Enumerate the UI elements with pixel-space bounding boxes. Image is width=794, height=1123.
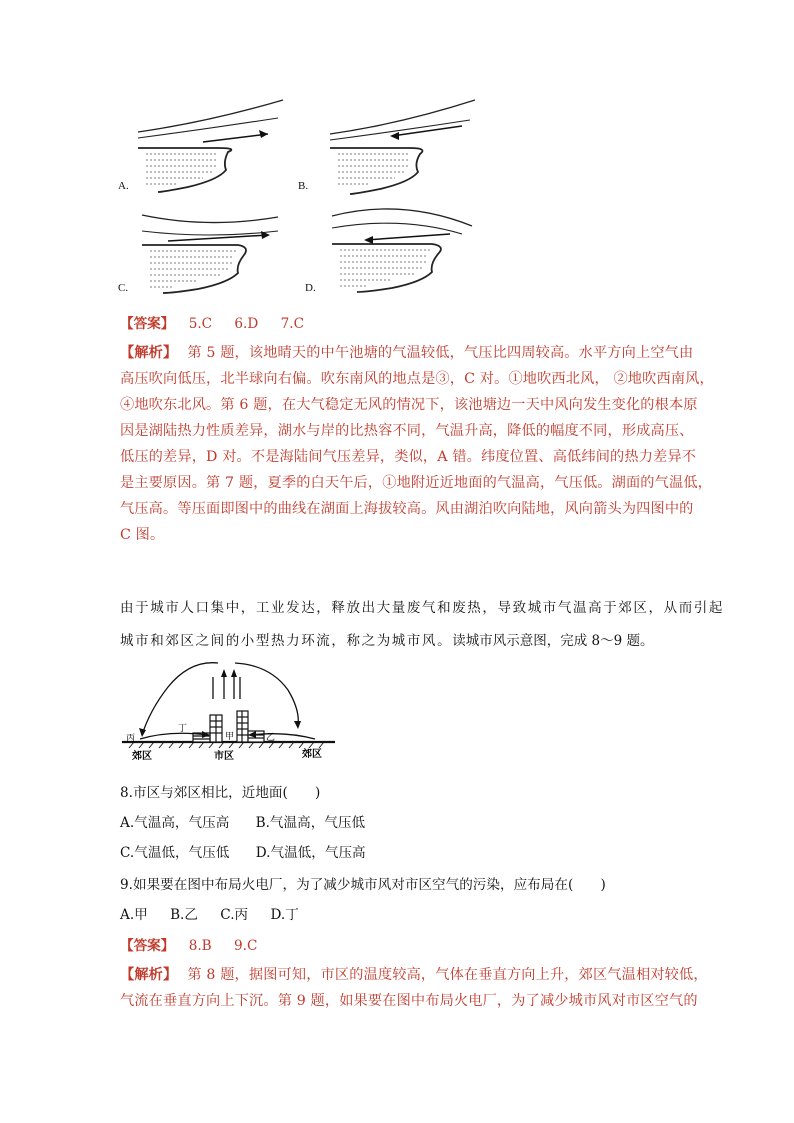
wind-arrow-right: [259, 130, 268, 138]
intro-line: 城市和郊区之间的小型热力环流，称之为城市风。: [120, 633, 453, 649]
question-9-stem: 9.如果要在图中布局火电厂，为了减少城市风对市区空气的污染，应布局在( ): [120, 877, 606, 893]
analysis-tag: 【解析】: [120, 345, 178, 361]
q9-option-b: B.乙: [170, 907, 198, 923]
label-ding: 丁: [178, 724, 188, 734]
answer-tag: 【答案】: [120, 316, 175, 332]
analysis-block-2: [120, 962, 708, 1014]
q8-option-a: A.气温高，气压高: [120, 815, 230, 831]
analysis-line: 高压吹向低压，北半球向右偏。吹东南风的地点是③，C 对。①地吹西北风， ②地吹西南风，: [120, 371, 714, 387]
analysis-line: 气压高。等压面即图中的曲线在湖面上海拔较高。风由湖泊吹向陆地，风向箭头为四图中的: [120, 501, 694, 517]
city-wind-diagram: [120, 655, 340, 765]
answer-item: 6.D: [234, 316, 259, 332]
analysis-line: 因是湖陆热力性质差异，湖水与岸的比热容不同，气温升高，降低的幅度不同，形成高压、: [120, 423, 694, 439]
label-suburb-right: 郊区: [302, 749, 322, 760]
lake-diagram-c: [128, 205, 298, 300]
analysis-line: C 图。: [120, 527, 165, 543]
wind-arrow-left: [390, 132, 399, 140]
diagram-option-c: [128, 205, 298, 300]
label-city: 市区: [214, 751, 234, 762]
answer-tag: 【答案】: [120, 938, 175, 954]
diagram-option-a: [118, 92, 288, 202]
q9-option-c: C.丙: [220, 907, 249, 923]
option-label-b: B.: [298, 180, 309, 192]
option-label-d: D.: [305, 282, 316, 294]
answer-block-1: [120, 312, 304, 332]
analysis-line: 低压的差异，D 对。不是海陆间气压差异，类似，A 错。纬度位置、高低纬间的热力差异不: [120, 449, 697, 465]
answer-block-2: [120, 934, 257, 954]
question-8-options-row2: [120, 841, 366, 861]
answer-item: 8.B: [188, 938, 212, 954]
intro-line: 由于城市人口集中，工业发达，释放出大量废气和废热，导致城市气温高于郊区，从而引起: [120, 600, 724, 616]
analysis-tag: 【解析】: [120, 967, 178, 983]
question-8-options-row1: [120, 811, 365, 831]
q8-option-d: D.气温低，气压高: [255, 845, 366, 861]
answer-item: 5.C: [188, 316, 213, 332]
answer-item: 7.C: [280, 316, 304, 332]
option-label-c: C.: [118, 282, 129, 294]
q8-option-b: B.气温高，气压低: [255, 815, 366, 831]
q9-option-a: A.甲: [120, 907, 148, 923]
diagram-option-b: [310, 92, 480, 202]
lake-diagram-b: [310, 92, 480, 202]
q9-option-d: D.丁: [270, 907, 299, 923]
label-yi: 乙: [266, 733, 276, 743]
lake-diagram-a: [118, 92, 288, 202]
label-bing: 丙: [126, 734, 136, 744]
question-8-stem: 8.市区与郊区相比，近地面( ): [120, 785, 321, 801]
answer-item: 9.C: [234, 938, 258, 954]
q8-option-c: C.气温低，气压低: [120, 845, 230, 861]
label-suburb-left: 郊区: [132, 751, 152, 762]
label-jia: 甲: [225, 732, 235, 742]
analysis-line: ④地吹东北风。第 6 题，在大气稳定无风的情况下，该池塘边一天中风向发生变化的根本原: [120, 397, 698, 413]
intro-paragraph: [120, 592, 724, 658]
analysis-block-1: [120, 340, 714, 548]
analysis-line: 气流在垂直方向上下沉。第 9 题，如果要在图中布局火电厂，为了减少城市风对市区空气的: [120, 993, 698, 1009]
analysis-line: 是主要原因。第 7 题，夏季的白天午后，①地附近近地面的气温高，气压低。湖面的气温低，: [120, 475, 712, 491]
analysis-line: 第 8 题，据图可知，市区的温度较高，气体在垂直方向上升，郊区气温相对较低，: [187, 967, 708, 983]
wind-arrow-left: [364, 236, 373, 244]
diagram-option-d: [322, 200, 492, 300]
city-wind-svg: [120, 655, 340, 765]
question-9-options: [120, 903, 299, 923]
analysis-line: 第 5 题，该地晴天的中午池塘的气温较低，气压比四周较高。水平方向上空气由: [187, 345, 694, 361]
intro-instruction: 读城市风示意图，完成 8～9 题。: [452, 633, 654, 649]
option-label-a: A.: [118, 180, 129, 192]
lake-diagram-d: [322, 200, 492, 300]
